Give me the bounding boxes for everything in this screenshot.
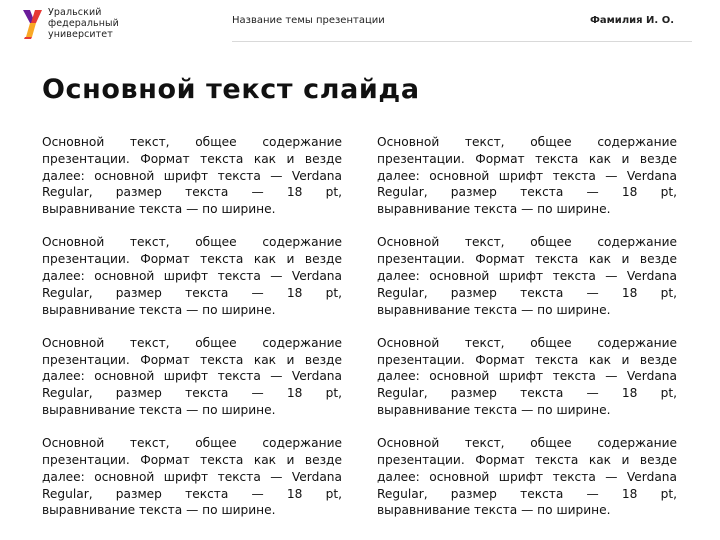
body-paragraph: Основной текст, общее содержание презентации. Формат текста как и везде далее: основной шрифт текста — Verdana Regular, размер текста — 18 pt, выравнивание текста — по ширине. bbox=[42, 235, 342, 317]
body-paragraph: Основной текст, общее содержание презентации. Формат текста как и везде далее: основной шрифт текста — Verdana Regular, размер текста — 18 pt, выравнивание текста — по ширине. bbox=[42, 335, 342, 417]
slide-title: Основной текст слайда bbox=[42, 74, 420, 105]
body-paragraph: Основной текст, общее содержание презентации. Формат текста как и везде далее: основной шрифт текста — Verdana Regular, размер текста — 18 pt, выравнивание текста — по ширине. bbox=[42, 135, 342, 217]
logo-line: Уральский bbox=[48, 7, 102, 18]
logo-line: федеральный bbox=[48, 18, 119, 29]
text-column-left bbox=[42, 134, 342, 536]
text-column-right bbox=[377, 134, 677, 536]
logo-wordmark bbox=[48, 7, 119, 40]
body-paragraph: Основной текст, общее содержание презентации. Формат текста как и везде далее: основной шрифт текста — Verdana Regular, размер текста — 18 pt, выравнивание текста — по ширине. bbox=[377, 335, 677, 417]
body-paragraph: Основной текст, общее содержание презентации. Формат текста как и везде далее: основной шрифт текста — Verdana Regular, размер текста — 18 pt, выравнивание текста — по ширине. bbox=[377, 235, 677, 317]
urfu-emblem-icon bbox=[22, 8, 44, 40]
body-paragraph: Основной текст, общее содержание презентации. Формат текста как и везде далее: основной шрифт текста — Verdana Regular, размер текста — 18 pt, выравнивание текста — по ширине. bbox=[377, 135, 677, 217]
author-name: Фамилия И. О. bbox=[589, 15, 674, 26]
body-paragraph: Основной текст, общее содержание презентации. Формат текста как и везде далее: основной шрифт текста — Verdana Regular, размер текста — 18 pt, выравнивание текста — по ширине. bbox=[42, 436, 342, 518]
university-logo bbox=[22, 6, 132, 40]
logo-line: университет bbox=[48, 29, 113, 40]
body-paragraph: Основной текст, общее содержание презентации. Формат текста как и везде далее: основной шрифт текста — Verdana Regular, размер текста — 18 pt, выравнивание текста — по ширине. bbox=[377, 436, 677, 518]
presentation-topic: Название темы презентации bbox=[232, 15, 385, 26]
header-divider bbox=[232, 41, 692, 42]
